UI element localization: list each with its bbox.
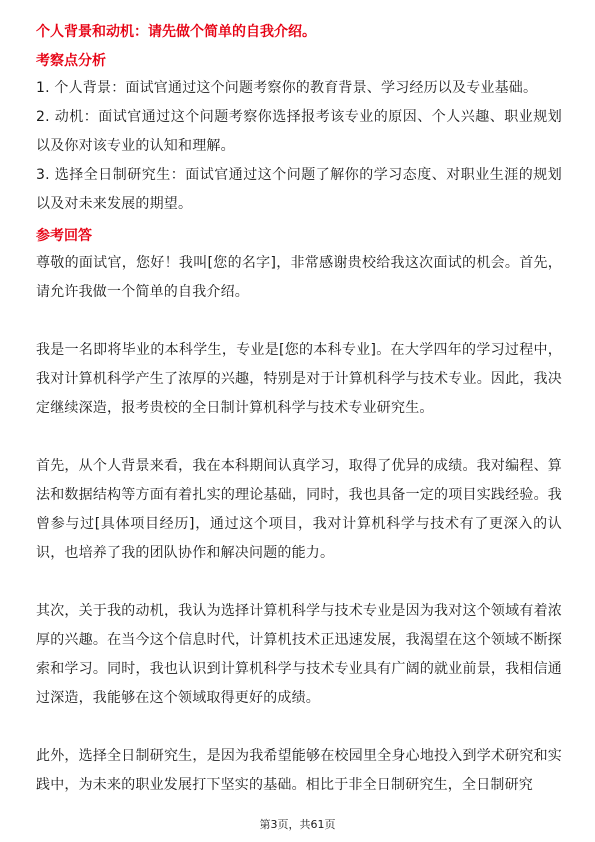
analysis-point: 3. 选择全日制研究生：面试官通过这个问题了解你的学习态度、对职业生涯的规划以及对未来发展的期望。 xyxy=(36,167,562,212)
analysis-point: 2. 动机：面试官通过这个问题考察你选择报考该专业的原因、个人兴趣、职业规划以及你对该专业的认知和理解。 xyxy=(36,109,562,154)
answer-paragraph: 我是一名即将毕业的本科学生，专业是[您的本科专业]。在大学四年的学习过程中，我对计算机科学产生了浓厚的兴趣，特别是对于计算机科学与技术专业。因此，我决定继续深造，报考贵校的全日制计算机科学与技术专业研究生。 xyxy=(36,342,562,416)
page-number: 第3页，共61页 xyxy=(259,818,336,831)
answer-paragraph: 此外，选择全日制研究生，是因为我希望能够在校园里全身心地投入到学术研究和实践中，为未来的职业发展打下坚实的基础。相比于非全日制研究生，全日制研究 xyxy=(36,748,562,793)
answer-paragraph: 其次，关于我的动机，我认为选择计算机科学与技术专业是因为我对这个领域有着浓厚的兴趣。在当今这个信息时代，计算机技术正迅速发展，我渴望在这个领域不断探索和学习。同时，我也认识到计算机科学与技术专业具有广阔的就业前景，我相信通过深造，我能够在这个领域取得更好的成绩。 xyxy=(36,603,562,706)
answer-heading: 参考回答 xyxy=(36,228,92,244)
document-page xyxy=(36,20,562,800)
analysis-heading: 考察点分析 xyxy=(36,53,106,69)
answer-paragraph: 首先，从个人背景来看，我在本科期间认真学习，取得了优异的成绩。我对编程、算法和数据结构等方面有着扎实的理论基础，同时，我也具备一定的项目实践经验。我曾参与过[具体项目经历]，通过这个项目，我对计算机科学与技术有了更深入的认识，也培养了我的团队协作和解决问题的能力。 xyxy=(36,458,562,561)
analysis-point: 1. 个人背景：面试官通过这个问题考察你的教育背景、学习经历以及专业基础。 xyxy=(36,80,538,96)
answer-body xyxy=(36,249,562,800)
answer-paragraph: 尊敬的面试官，您好！我叫[您的名字]，非常感谢贵校给我这次面试的机会。首先，请允许我做一个简单的自我介绍。 xyxy=(36,255,562,300)
analysis-points xyxy=(36,74,562,219)
question-title: 个人背景和动机：请先做个简单的自我介绍。 xyxy=(36,24,316,40)
